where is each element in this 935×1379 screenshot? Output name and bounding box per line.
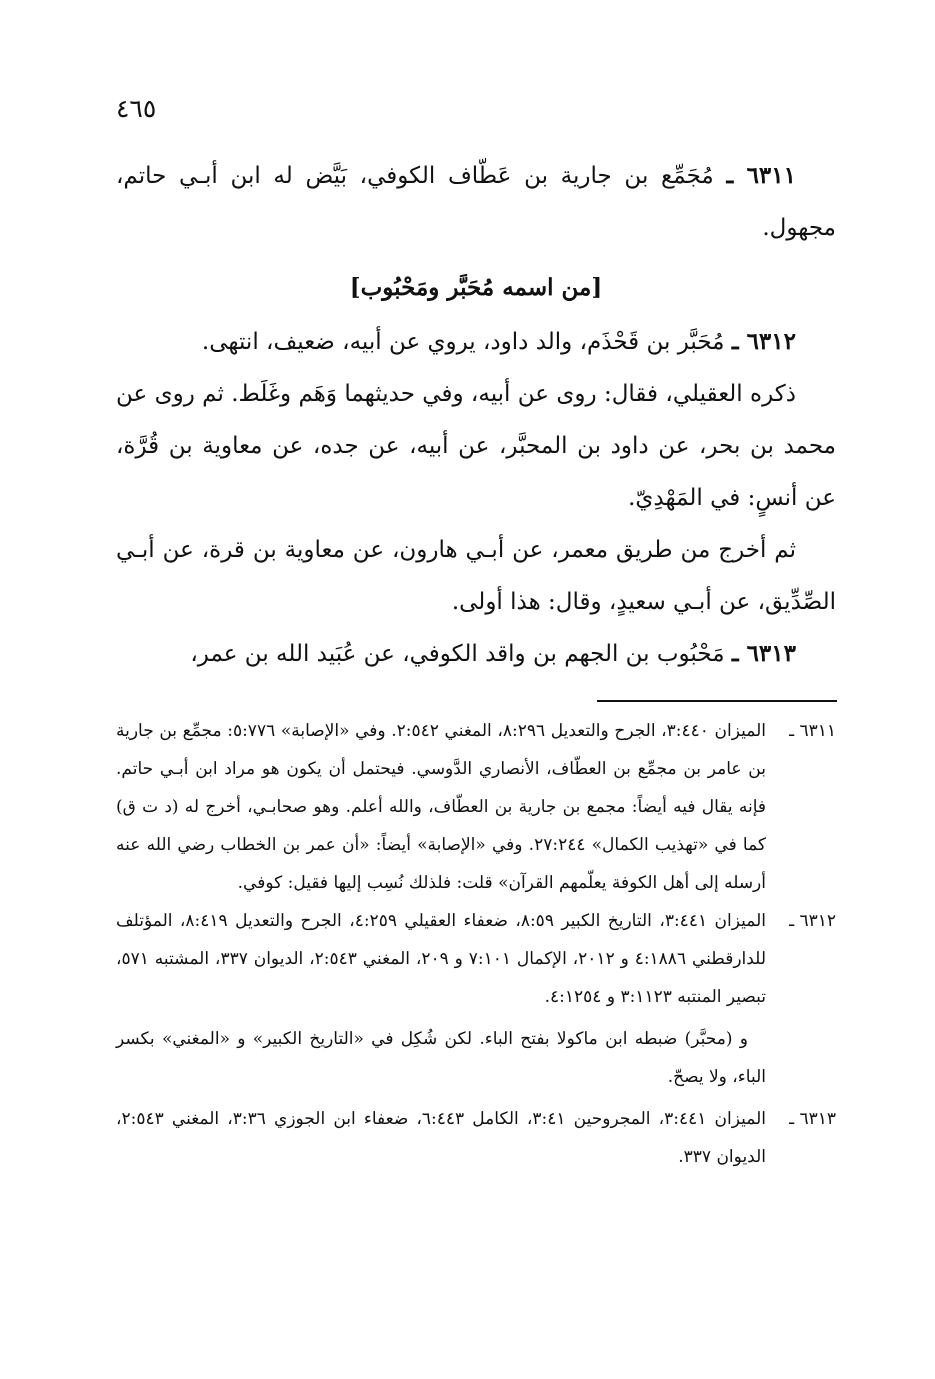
main-text bbox=[116, 150, 836, 680]
page-number: ٤٦٥ bbox=[116, 94, 157, 123]
entry-text: مَحْبُوب بن الجهم بن واقد الكوفي، عن عُبَيد الله بن عمر، bbox=[190, 641, 732, 667]
footnote-label: ٦٣١٢ ـ bbox=[789, 911, 836, 931]
footnote-6311 bbox=[116, 712, 836, 902]
footnote-text: الميزان ٣:٤٤١، التاريخ الكبير ٨:٥٩، ضعفاء العقيلي ٤:٢٥٩، الجرح والتعديل ٨:٤١٩، المؤتلف للدارقطني ٤:١٨٨٦ و ٢٠١٢، الإكمال ٧:١٠١ و ٢٠٩، المغني ٢:٥٤٣، الديوان ٣٣٧، المشتبه ٥٧١، تبصير المنتبه ٣:١١٢٣ و ٤:١٢٥٤. bbox=[116, 911, 766, 1007]
entry-6312 bbox=[116, 316, 836, 368]
entry-text: مُجَمِّع بن جارية بن عَطّاف الكوفي، بَيَّض له ابن أبـي حاتم، مجهول. bbox=[116, 163, 836, 241]
entry-number: ٦٣١٣ ـ bbox=[731, 640, 796, 667]
paragraph: ذكره العقيلي، فقال: روى عن أبيه، وفي حديثهما وَهَم وغَلَط. ثم روى عن محمد بن بحر، عن داود بن المحبَّر، عن أبيه، عن جده، عن معاوية بن قُرَّة، عن أنسٍ: في المَهْدِيّ. bbox=[116, 381, 836, 511]
entry-number: ٦٣١٢ ـ bbox=[731, 328, 796, 355]
footnotes bbox=[116, 712, 836, 1176]
paragraph: ثم أخرج من طريق معمر، عن أبـي هارون، عن معاوية بن قرة، عن أبـي الصِّدِّيق، عن أبـي سعيدٍ، وقال: هذا أولى. bbox=[116, 537, 836, 615]
footnote-6313 bbox=[116, 1100, 836, 1176]
footnote-text: الميزان ٣:٤٤١، المجروحين ٣:٤١، الكامل ٦:٤٤٣، ضعفاء ابن الجوزي ٣:٣٦، المغني ٢:٥٤٣، الديوان ٣٣٧. bbox=[116, 1109, 767, 1167]
entry-text: مُحَبَّر بن قَحْذَم، والد داود، يروي عن أبيه، ضعيف، انتهى. bbox=[201, 329, 732, 355]
footnote-text: الميزان ٣:٤٤٠، الجرح والتعديل ٨:٢٩٦، المغني ٢:٥٤٢. وفي «الإصابة» ٥:٧٧٦: مجمِّع بن جارية بن عامر بن مجمِّع بن العطّاف، الأنصاري الدَّوسي. فيحتمل أن يكون هو مراد ابن أبـي حاتم. فإنه يقال فيه أيضاً: مجمع بن جارية بن العطّاف، والله أعلم. وهو صحابـي، أخرج له (د ت ق) كما في «تهذيب الكمال» ٢٧:٢٤٤. وفي «الإصابة» أيضاً: «أن عمر بن الخطاب رضي الله عنه أرسله إلى أهل الكوفة يعلّمهم القرآن» قلت: فلذلك نُسِب إليها فقيل: كوفي. bbox=[116, 721, 766, 893]
footnote-separator bbox=[597, 700, 837, 702]
entry-number: ٦٣١١ ـ bbox=[726, 162, 796, 189]
section-heading: [من اسمه مُحَبَّر ومَحْبُوب] bbox=[349, 274, 603, 301]
footnote-label: ٦٣١٣ ـ bbox=[789, 1109, 836, 1129]
footnote-label: ٦٣١١ ـ bbox=[789, 721, 836, 741]
footnote-continuation: و (محبَّر) ضبطه ابن ماكولا بفتح الباء. لكن شُكِل في «التاريخ الكبير» و «المغني» بكسر الباء، ولا يصحّ. bbox=[116, 1029, 766, 1087]
footnote-6312 bbox=[116, 902, 836, 1016]
entry-6311 bbox=[116, 150, 836, 254]
entry-6313 bbox=[116, 628, 836, 680]
